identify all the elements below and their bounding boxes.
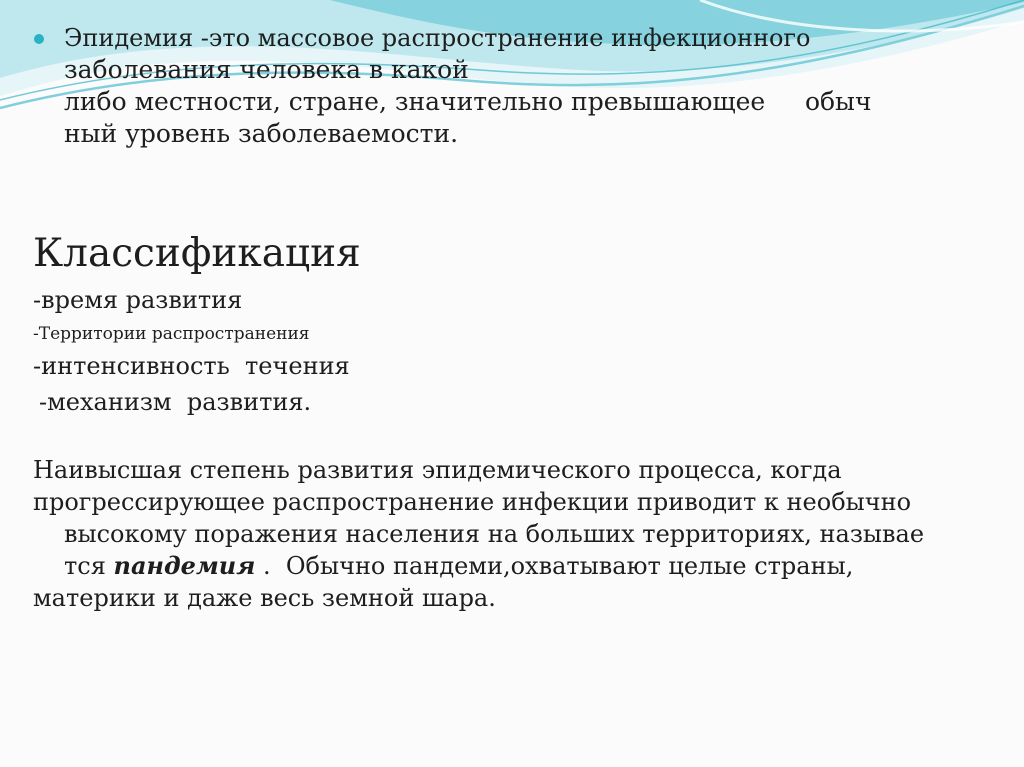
classification-item: -Территории распространения	[33, 324, 310, 344]
classification-item: -механизм развития.	[39, 388, 312, 416]
epidemic-definition	[64, 22, 964, 150]
pandemic-line: прогрессирующее распространение инфекции приводит к необычно	[33, 488, 912, 516]
pandemic-line: Наивысшая степень развития эпидемического процесса, когда	[33, 456, 842, 484]
definition-line: либо местности, стране, значительно превышающее обыч	[64, 87, 872, 116]
pandemic-term: пандемия	[113, 551, 256, 580]
definition-line: ный уровень заболеваемости.	[64, 119, 459, 148]
pandemic-line: высокому поражения населения на больших территориях, называе	[64, 520, 925, 548]
classification-item: -интенсивность течения	[33, 352, 350, 380]
pandemic-line-prefix: тся	[64, 552, 114, 580]
pandemic-paragraph	[33, 454, 993, 614]
classification-item: -время развития	[33, 286, 243, 314]
pandemic-line: материки и даже весь земной шара.	[33, 584, 496, 612]
pandemic-line-suffix: . Обычно пандеми,охватывают целые страны,	[255, 552, 854, 580]
definition-line: заболевания человека в какой	[64, 55, 469, 84]
classification-heading: Классификация	[33, 231, 361, 276]
pandemic-line	[33, 550, 993, 582]
definition-line: Эпидемия -это массовое распространение инфекционного	[64, 24, 811, 52]
bullet-icon	[34, 34, 44, 44]
